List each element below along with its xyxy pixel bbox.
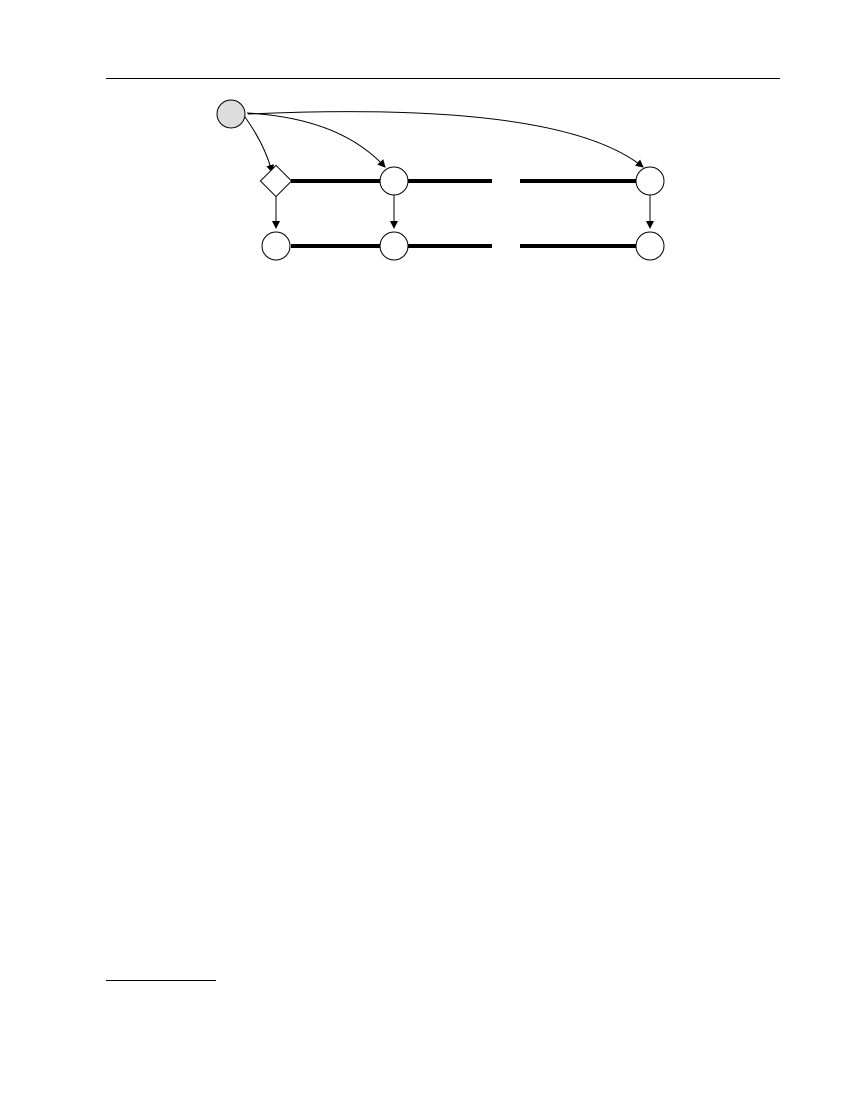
figure3-caption	[106, 769, 780, 787]
footnote-rule	[106, 980, 216, 981]
